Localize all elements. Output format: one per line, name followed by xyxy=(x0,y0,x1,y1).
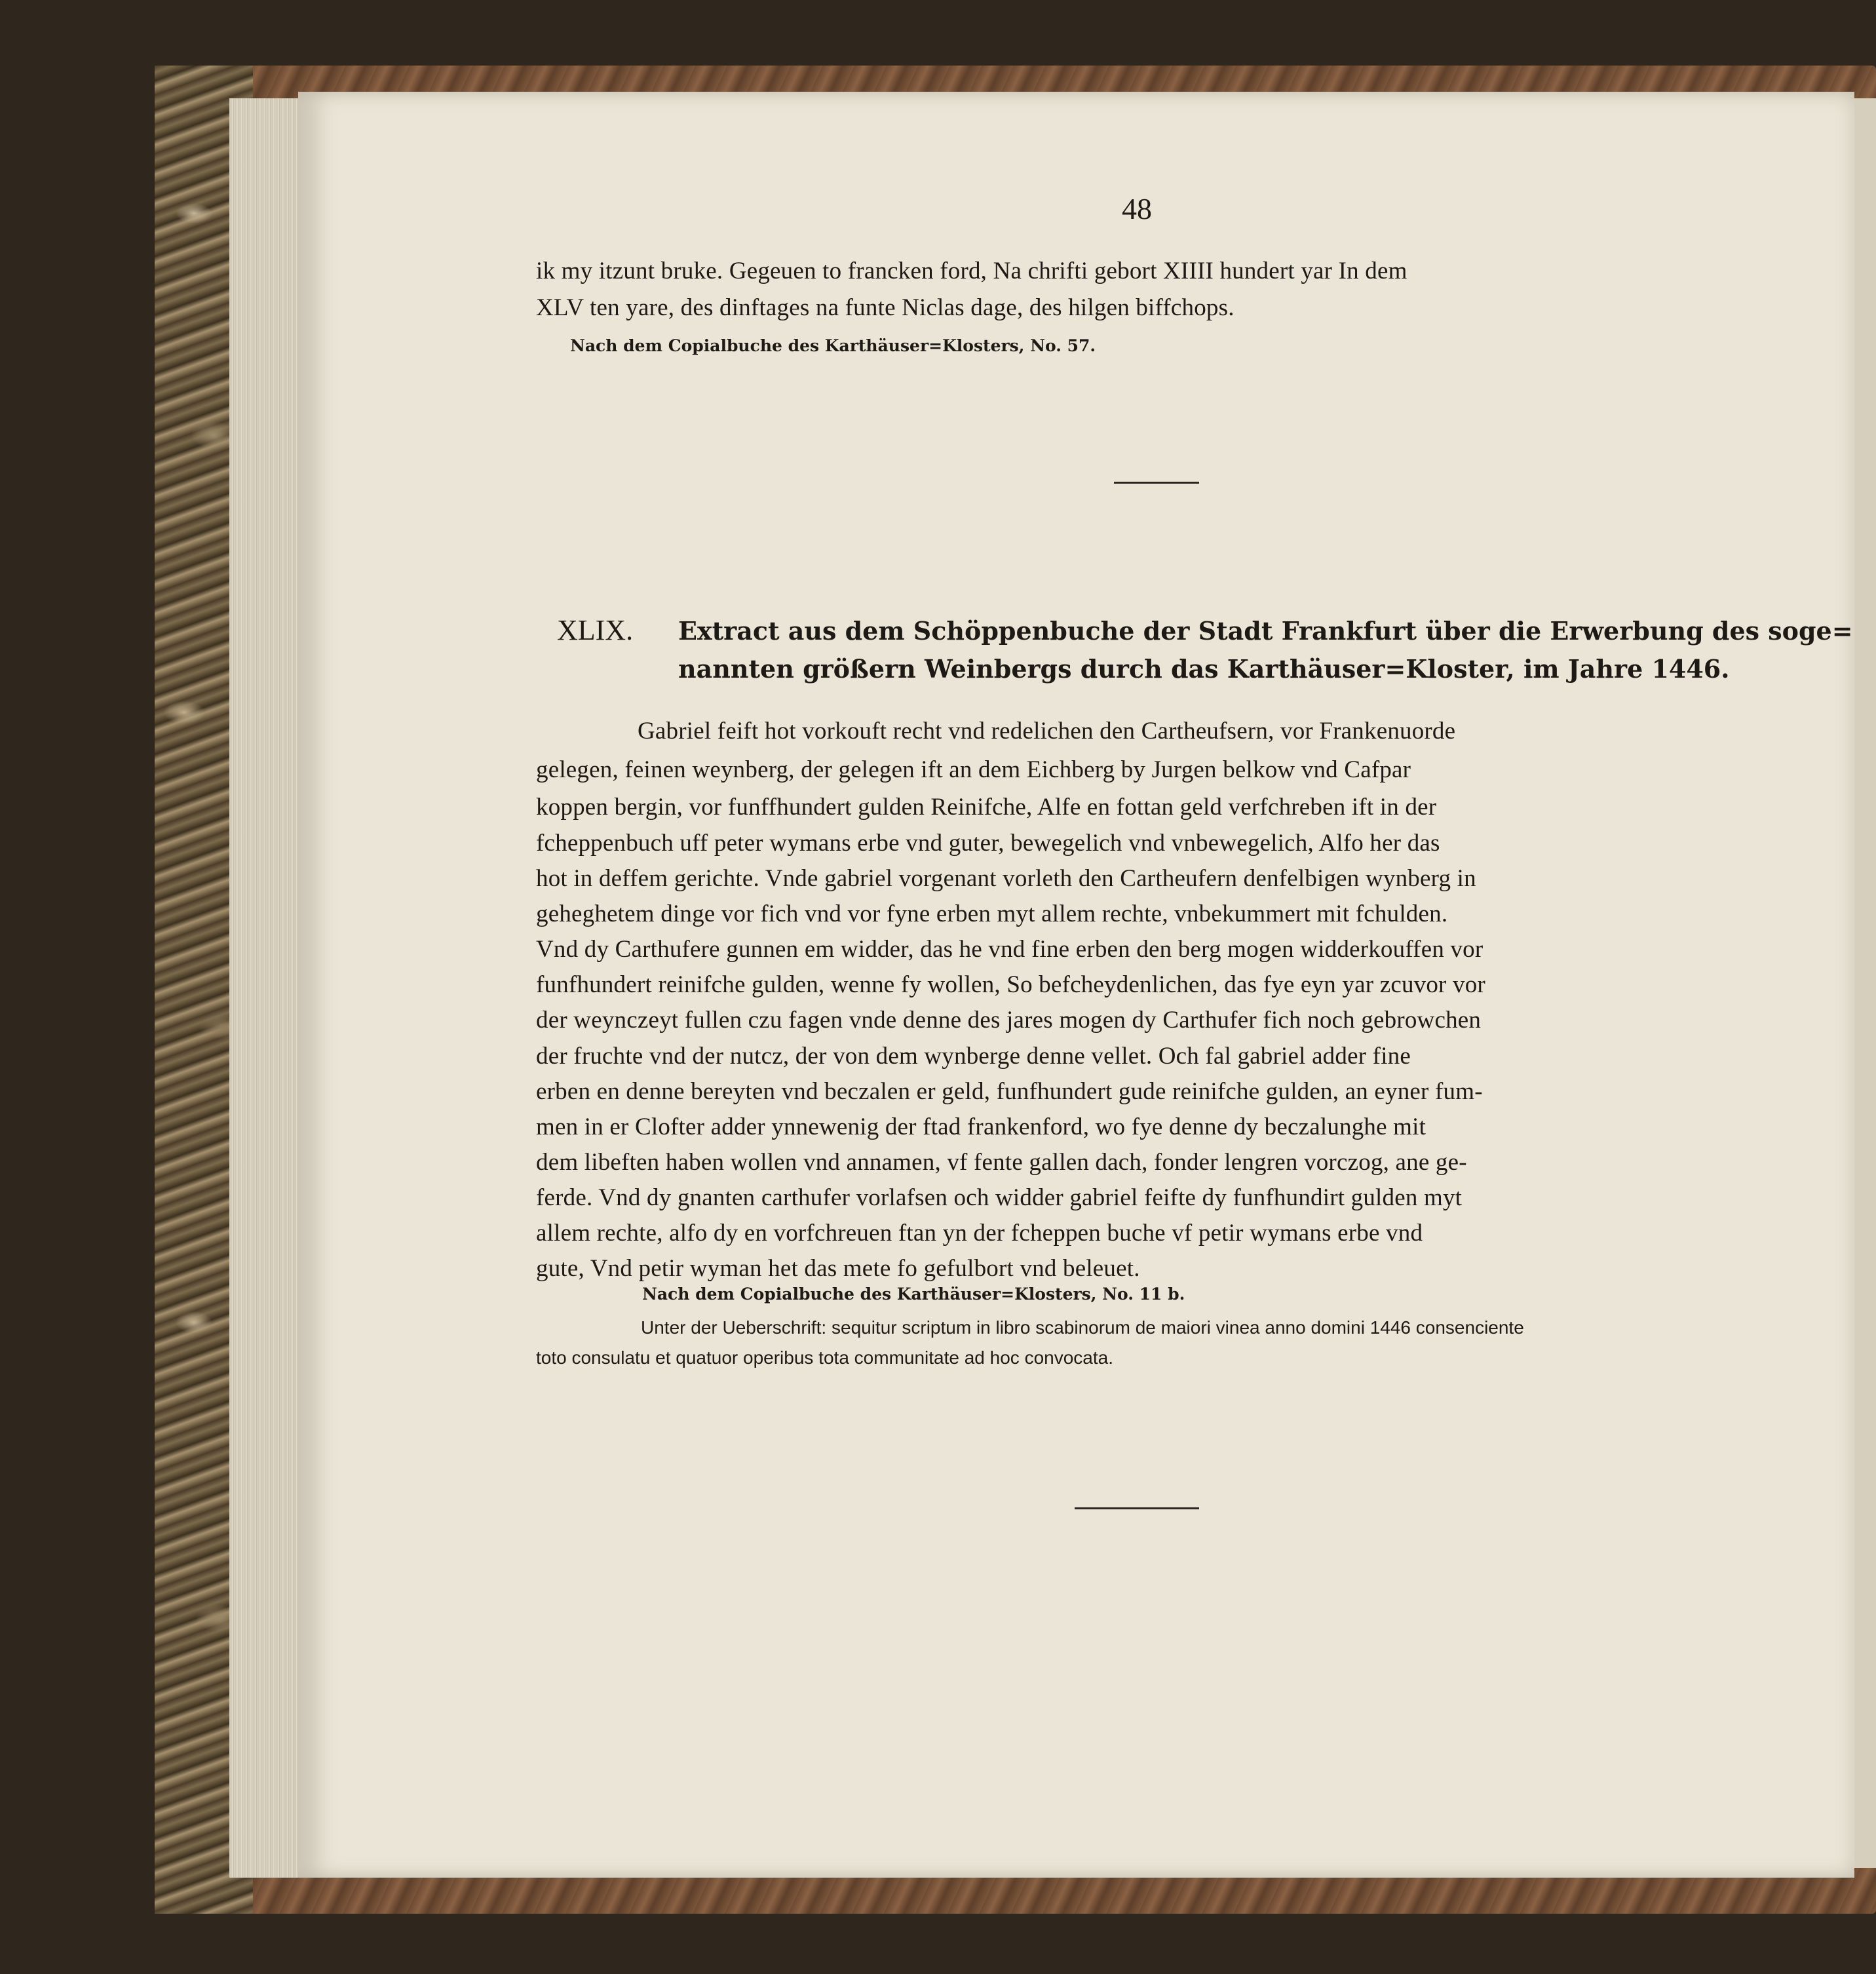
source-citation: Nach dem Copialbuche des Karthäuser=Klosters, No. 57. xyxy=(570,336,1096,355)
body-line: gelegen, feinen weynberg, der gelegen ift an dem Eichberg by Jurgen belkow vnd Cafpar xyxy=(536,756,1411,783)
section-divider xyxy=(1075,1507,1199,1509)
page-stack-edge xyxy=(229,98,301,1878)
source-citation: Nach dem Copialbuche des Karthäuser=Klosters, No. 11 b. xyxy=(642,1285,1185,1304)
section-number: XLIX. xyxy=(557,614,634,646)
body-line: ferde. Vnd dy gnanten carthufer vorlafsen och widder gabriel feifte dy funfhundirt gulden myt xyxy=(536,1184,1463,1211)
note-line: Unter der Ueberschrift: sequitur scriptum in libro scabinorum de maiori vinea anno domini 1446 consenciente xyxy=(641,1317,1524,1338)
page-number: 48 xyxy=(1122,192,1152,225)
body-line: geheghetem dinge vor fich vnd vor fyne erben myt allem rechte, vnbekummert mit fchulden. xyxy=(536,900,1448,927)
text-line: XLV ten yare, des dinftages na funte Niclas dage, des hilgen biffchops. xyxy=(536,294,1235,321)
body-line: der weynczeyt fullen czu fagen vnde denne des jares mogen dy Carthufer fich noch gebrowchen xyxy=(536,1007,1482,1034)
body-line: Vnd dy Carthufere gunnen em widder, das he vnd fine erben den berg mogen widderkouffen vor xyxy=(536,936,1484,963)
text-line: ik my itzunt bruke. Gegeuen to francken ford, Na chrifti gebort XIIII hundert yar In dem xyxy=(536,258,1407,284)
body-line: koppen bergin, vor funffhundert gulden Reinifche, Alfe en fottan geld verfchreben ift in der xyxy=(536,794,1437,821)
body-line: fcheppenbuch uff peter wymans erbe vnd guter, bewegelich vnd vnbewegelich, Alfo her das xyxy=(536,830,1440,857)
section-heading-line: Extract aus dem Schöppenbuche der Stadt Frankfurt über die Erwerbung des soge= xyxy=(678,616,1853,646)
body-line: dem libeften haben wollen vnd annamen, vf fente gallen dach, fonder lengren vorczog, ane ge- xyxy=(536,1149,1467,1176)
note-line: toto consulatu et quatuor operibus tota communitate ad hoc convocata. xyxy=(536,1347,1114,1368)
section-heading-line: nannten größern Weinbergs durch das Karthäuser=Kloster, im Jahre 1446. xyxy=(678,654,1730,684)
body-line: Gabriel feift hot vorkouft recht vnd redelichen den Cartheufsern, vor Frankenuorde xyxy=(638,718,1456,745)
facing-page-edge xyxy=(1854,98,1876,1868)
body-line: funfhundert reinifche gulden, wenne fy wollen, So befcheydenlichen, das fye eyn yar zcuvor vor xyxy=(536,971,1485,998)
body-line: erben en denne bereyten vnd beczalen er geld, funfhundert gude reinifche gulden, an eyner fum- xyxy=(536,1078,1483,1105)
body-line: allem rechte, alfo dy en vorfchreuen ftan yn der fcheppen buche vf petir wymans erbe vnd xyxy=(536,1220,1423,1247)
section-divider xyxy=(1114,482,1199,484)
body-line: men in er Clofter adder ynnewenig der ftad frankenford, wo fye denne dy beczalunghe mit xyxy=(536,1113,1426,1140)
body-line: hot in deffem gerichte. Vnde gabriel vorgenant vorleth den Cartheufern denfelbigen wynberg in xyxy=(536,865,1476,892)
body-line: der fruchte vnd der nutcz, der von dem wynberge denne vellet. Och fal gabriel adder fine xyxy=(536,1043,1411,1070)
body-line: gute, Vnd petir wyman het das mete fo gefulbort vnd beleuet. xyxy=(536,1255,1140,1282)
